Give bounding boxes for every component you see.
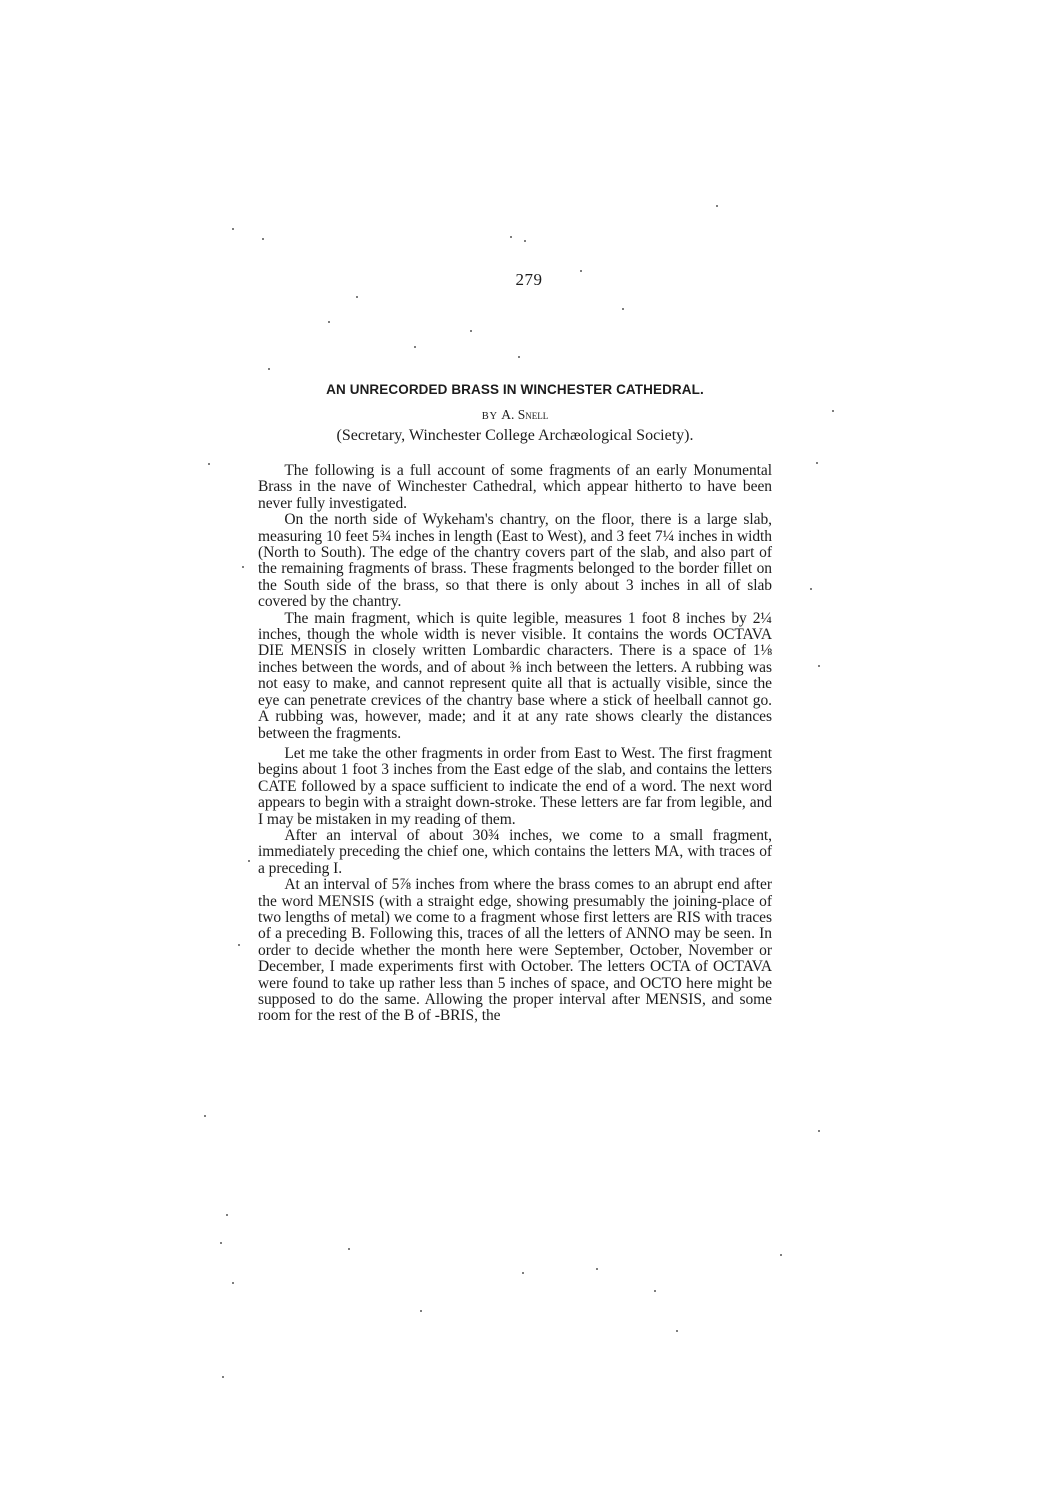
scan-speck [204, 1115, 206, 1117]
scan-speck [816, 462, 818, 464]
scan-speck [818, 665, 820, 667]
author-affiliation: (Secretary, Winchester College Archæological Society). [336, 427, 694, 444]
scan-speck [832, 410, 834, 412]
scan-speck [238, 944, 240, 946]
scan-speck [226, 1214, 228, 1216]
article-title: AN UNRECORDED BRASS IN WINCHESTER CATHEDRAL. [326, 382, 704, 397]
scan-speck [248, 860, 250, 862]
paragraph: At an interval of 5⅞ inches from where the brass comes to an abrupt end after the word MENSIS (with a straight edge, showing presumably the joining-place of two lengths of metal) we come to a fragment whose first letters are RIS with traces of a preceding B. Following this, traces of all the letters of ANNO may be seen. In order to decide whether the month here were September, October, November or December, I made experiments first with October. The letters OCTA of OCTAVA were found to take up rather less than 5 inches of space, and OCTO here might be supposed to do the same. Allowing the proper interval after MENSIS, and some room for the rest of the B of -BRIS, the [258, 876, 772, 1025]
scan-speck [328, 321, 330, 323]
scan-speck [654, 1290, 656, 1292]
paragraph: After an interval of about 30¾ inches, we come to a small fragment, immediately preceding the chief one, which contains the letters MA, with traces of a preceding I. [258, 826, 772, 877]
scan-speck [518, 356, 520, 358]
byline [258, 407, 772, 425]
scan-speck [232, 228, 234, 230]
scan-speck [524, 240, 526, 242]
scan-speck [510, 236, 512, 238]
scan-speck [232, 1282, 234, 1284]
scan-speck [420, 1310, 422, 1312]
scan-speck [780, 1254, 782, 1256]
scan-speck [208, 463, 210, 465]
scan-speck [716, 205, 718, 207]
scan-speck [242, 566, 244, 568]
scan-speck [262, 238, 264, 240]
article-body [258, 463, 772, 1025]
scan-speck [348, 1248, 350, 1250]
scan-speck [220, 1242, 222, 1244]
scan-speck [470, 330, 472, 332]
scan-speck [222, 1376, 224, 1378]
paragraph: On the north side of Wykeham's chantry, on the floor, there is a large slab, measuring 10 feet 5¾ inches in length (East to West), and 3 feet 7¼ inches in width (North to South). The edge of the chantry covers part of the slab, and also part of the remaining fragments of brass. These fragments belonged to the border fillet on the South side of the brass, so that there is only about 3 inches in all of slab covered by the chantry. [258, 511, 772, 611]
paragraph: The following is a full account of some fragments of an early Monumental Brass in the nave of Winchester Cathedral, which appear hitherto to have been never fully investigated. [258, 462, 772, 512]
scan-speck [810, 588, 812, 590]
scan-speck [818, 1130, 820, 1132]
page-number: 279 [515, 270, 543, 289]
scan-speck [522, 1272, 524, 1274]
article [258, 382, 772, 1025]
author-name: A. Snell [501, 407, 549, 422]
paragraph: Let me take the other fragments in order from East to West. The first fragment begins about 1 foot 3 inches from the East edge of the slab, and contains the letters CATE followed by a space sufficient to indicate the end of a word. The next word appears to begin with a straight down-stroke. These letters are far from legible, and I may be mistaken in my reading of them. [258, 744, 772, 828]
scan-speck [268, 368, 270, 370]
scan-speck [580, 270, 582, 272]
scan-speck [596, 1268, 598, 1270]
byline-prefix: BY [481, 411, 498, 422]
scan-speck [356, 296, 358, 298]
paragraph: The main fragment, which is quite legible, measures 1 foot 8 inches by 2¼ inches, though the whole width is never visible. It contains the words OCTAVA DIE MENSIS in closely written Lombardic characters. There is a space of 1⅛ inches between the words, and of about ⅜ inch between the letters. A rubbing was not easy to make, and cannot represent quite all that is actually visible, since the eye can penetrate crevices of the chantry base where a stick of heelball cannot go. A rubbing was, however, made; and it at any rate shows clearly the distances between the fragments. [258, 609, 772, 742]
scan-speck [622, 308, 624, 310]
scan-speck [414, 346, 416, 348]
scan-speck [676, 1330, 678, 1332]
